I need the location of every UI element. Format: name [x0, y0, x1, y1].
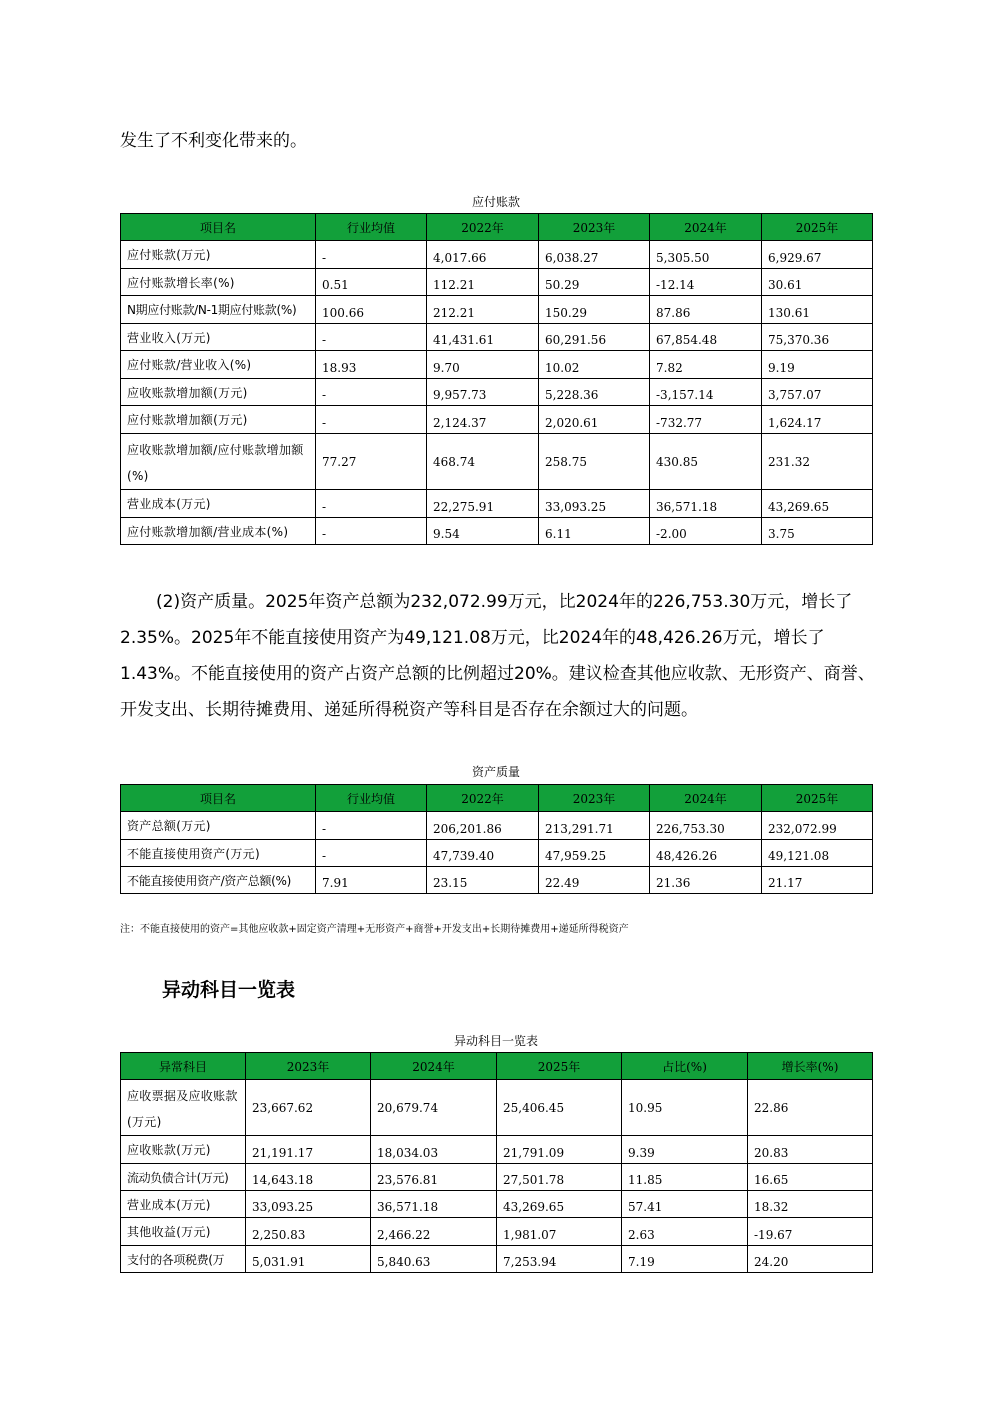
- table-row: [121, 1080, 873, 1136]
- row-label: 应收票据及应收账款(万元): [121, 1080, 246, 1136]
- table-header-row: [121, 214, 873, 241]
- table3-caption: 异动科目一览表: [453, 1034, 538, 1048]
- table-cell: 49,121.08: [762, 840, 873, 867]
- table-cell: 3.75: [762, 518, 873, 545]
- table-cell: 232,072.99: [762, 812, 873, 840]
- table-cell: 50.29: [539, 269, 650, 296]
- table-cell: 6,929.67: [762, 241, 873, 269]
- row-label: 应付账款/营业收入(%): [121, 351, 316, 379]
- column-header: 2024年: [371, 1053, 497, 1080]
- table-row: [121, 1191, 873, 1218]
- table-row: [121, 1246, 873, 1273]
- table-cell: 33,093.25: [539, 490, 650, 518]
- table-cell: -12.14: [650, 269, 762, 296]
- column-header: 异常科目: [121, 1053, 246, 1080]
- table-cell: 43,269.65: [497, 1191, 622, 1218]
- table-cell: 231.32: [762, 434, 873, 490]
- row-label: 其他收益(万元): [121, 1218, 246, 1246]
- table-cell: 7.91: [316, 867, 427, 894]
- row-label: 应付账款增加额/营业成本(%): [121, 518, 316, 545]
- table-cell: 11.85: [622, 1164, 748, 1191]
- asset-quality-table: [120, 784, 873, 894]
- table-cell: 21,191.17: [246, 1136, 371, 1164]
- table-cell: 18.93: [316, 351, 427, 379]
- table-cell: 9,957.73: [427, 379, 539, 406]
- table-row: [121, 518, 873, 545]
- table-note: 注：不能直接使用的资产=其他应收款+固定资产清理+无形资产+商誉+开发支出+长期待摊费用+递延所得税资产: [120, 924, 629, 935]
- table-row: [121, 406, 873, 434]
- table-cell: 2.63: [622, 1218, 748, 1246]
- section-heading: 异动科目一览表: [162, 979, 296, 1001]
- table-cell: 16.65: [748, 1164, 873, 1191]
- table-cell: 213,291.71: [539, 812, 650, 840]
- table-row: [121, 324, 873, 351]
- table-cell: 75,370.36: [762, 324, 873, 351]
- table-cell: 18,034.03: [371, 1136, 497, 1164]
- table2-caption: 资产质量: [471, 765, 520, 779]
- row-label: 营业收入(万元): [121, 324, 316, 351]
- table-cell: -: [316, 490, 427, 518]
- table-cell: -732.77: [650, 406, 762, 434]
- column-header: 2025年: [762, 785, 873, 812]
- abnormal-items-table: [120, 1052, 873, 1273]
- table-cell: 21.36: [650, 867, 762, 894]
- table-cell: 112.21: [427, 269, 539, 296]
- table-cell: 27,501.78: [497, 1164, 622, 1191]
- table-cell: 9.70: [427, 351, 539, 379]
- table-cell: -: [316, 324, 427, 351]
- table-row: [121, 490, 873, 518]
- table-cell: 3,757.07: [762, 379, 873, 406]
- table-cell: 1,981.07: [497, 1218, 622, 1246]
- asset-quality-paragraph: (2)资产质量。2025年资产总额为232,072.99万元，比2024年的226,753.30万元，增长了2.35%。2025年不能直接使用资产为49,121.08万元，比2024年的48,426.26万元，增长了1.43%。不能直接使用的资产占资产总额的比例超过20%。建议检查其他应收款、无形资产、商誉、开发支出、长期待摊费用、递延所得税资产等科目是否存在余额过大的问题。: [120, 592, 875, 720]
- column-header: 2022年: [427, 214, 539, 241]
- row-label: 不能直接使用资产(万元): [121, 840, 316, 867]
- table-cell: 57.41: [622, 1191, 748, 1218]
- table-cell: 67,854.48: [650, 324, 762, 351]
- table-cell: 47,739.40: [427, 840, 539, 867]
- table-cell: 100.66: [316, 296, 427, 324]
- table-cell: 258.75: [539, 434, 650, 490]
- table-cell: 24.20: [748, 1246, 873, 1273]
- column-header: 行业均值: [316, 785, 427, 812]
- table-cell: 22,275.91: [427, 490, 539, 518]
- table-cell: 36,571.18: [650, 490, 762, 518]
- table1-caption: 应付账款: [471, 195, 520, 209]
- table-row: [121, 269, 873, 296]
- table-cell: 5,031.91: [246, 1246, 371, 1273]
- table-cell: 21,791.09: [497, 1136, 622, 1164]
- table-cell: 22.86: [748, 1080, 873, 1136]
- table-cell: 43,269.65: [762, 490, 873, 518]
- table-cell: 9.54: [427, 518, 539, 545]
- row-label: 营业成本(万元): [121, 490, 316, 518]
- table-cell: 2,020.61: [539, 406, 650, 434]
- table-row: [121, 296, 873, 324]
- table-cell: -: [316, 241, 427, 269]
- table-cell: 36,571.18: [371, 1191, 497, 1218]
- table-cell: 48,426.26: [650, 840, 762, 867]
- table-cell: 10.95: [622, 1080, 748, 1136]
- row-label: 应付账款增加额(万元): [121, 406, 316, 434]
- table-row: [121, 434, 873, 490]
- row-label: 资产总额(万元): [121, 812, 316, 840]
- table-cell: 23.15: [427, 867, 539, 894]
- table-row: [121, 840, 873, 867]
- column-header: 2025年: [762, 214, 873, 241]
- table-row: [121, 867, 873, 894]
- table-cell: 4,017.66: [427, 241, 539, 269]
- table-cell: 206,201.86: [427, 812, 539, 840]
- table-cell: -3,157.14: [650, 379, 762, 406]
- table-row: [121, 379, 873, 406]
- table-cell: -: [316, 379, 427, 406]
- table-row: [121, 1164, 873, 1191]
- table-cell: 10.02: [539, 351, 650, 379]
- table-cell: 2,466.22: [371, 1218, 497, 1246]
- table-cell: 60,291.56: [539, 324, 650, 351]
- table-cell: 9.39: [622, 1136, 748, 1164]
- table-row: [121, 351, 873, 379]
- table-cell: -19.67: [748, 1218, 873, 1246]
- column-header: 行业均值: [316, 214, 427, 241]
- row-label: 应付账款(万元): [121, 241, 316, 269]
- row-label: 应收账款增加额(万元): [121, 379, 316, 406]
- row-label: 支付的各项税费(万: [121, 1246, 246, 1273]
- column-header: 2022年: [427, 785, 539, 812]
- table-cell: 7,253.94: [497, 1246, 622, 1273]
- table-cell: -: [316, 840, 427, 867]
- table-cell: 212.21: [427, 296, 539, 324]
- table-cell: 14,643.18: [246, 1164, 371, 1191]
- column-header: 项目名: [121, 785, 316, 812]
- row-label: 应付账款增长率(%): [121, 269, 316, 296]
- table-cell: 150.29: [539, 296, 650, 324]
- table-row: [121, 241, 873, 269]
- table-cell: 20.83: [748, 1136, 873, 1164]
- column-header: 2025年: [497, 1053, 622, 1080]
- column-header: 占比(%): [622, 1053, 748, 1080]
- table-cell: 468.74: [427, 434, 539, 490]
- column-header: 2024年: [650, 214, 762, 241]
- table-row: [121, 1136, 873, 1164]
- table-cell: 7.82: [650, 351, 762, 379]
- column-header: 项目名: [121, 214, 316, 241]
- column-header: 2024年: [650, 785, 762, 812]
- table-cell: 30.61: [762, 269, 873, 296]
- table-cell: 41,431.61: [427, 324, 539, 351]
- table-header-row: [121, 785, 873, 812]
- table-cell: 1,624.17: [762, 406, 873, 434]
- table-cell: 0.51: [316, 269, 427, 296]
- table-cell: 9.19: [762, 351, 873, 379]
- row-label: 流动负债合计(万元): [121, 1164, 246, 1191]
- table-cell: 87.86: [650, 296, 762, 324]
- table-cell: 20,679.74: [371, 1080, 497, 1136]
- table-cell: -2.00: [650, 518, 762, 545]
- column-header: 2023年: [539, 214, 650, 241]
- column-header: 2023年: [539, 785, 650, 812]
- table-cell: 33,093.25: [246, 1191, 371, 1218]
- intro-paragraph: 发生了不利变化带来的。: [120, 131, 307, 151]
- row-label: 营业成本(万元): [121, 1191, 246, 1218]
- table-cell: 430.85: [650, 434, 762, 490]
- table-cell: 22.49: [539, 867, 650, 894]
- table-cell: -: [316, 406, 427, 434]
- row-label: N期应付账款/N-1期应付账款(%): [121, 296, 316, 324]
- row-label: 应收账款(万元): [121, 1136, 246, 1164]
- table-cell: 18.32: [748, 1191, 873, 1218]
- table-cell: -: [316, 812, 427, 840]
- table-cell: -: [316, 518, 427, 545]
- row-label: 应收账款增加额/应付账款增加额(%): [121, 434, 316, 490]
- table-row: [121, 812, 873, 840]
- table-cell: 23,576.81: [371, 1164, 497, 1191]
- table-cell: 6,038.27: [539, 241, 650, 269]
- row-label: 不能直接使用资产/资产总额(%): [121, 867, 316, 894]
- table-cell: 47,959.25: [539, 840, 650, 867]
- table-cell: 5,840.63: [371, 1246, 497, 1273]
- table-row: [121, 1218, 873, 1246]
- table-cell: 130.61: [762, 296, 873, 324]
- table-cell: 2,250.83: [246, 1218, 371, 1246]
- table-cell: 5,228.36: [539, 379, 650, 406]
- table-cell: 23,667.62: [246, 1080, 371, 1136]
- table-cell: 2,124.37: [427, 406, 539, 434]
- payables-table: [120, 213, 873, 545]
- table-cell: 77.27: [316, 434, 427, 490]
- table-cell: 226,753.30: [650, 812, 762, 840]
- table-cell: 6.11: [539, 518, 650, 545]
- table-cell: 7.19: [622, 1246, 748, 1273]
- table-header-row: [121, 1053, 873, 1080]
- column-header: 增长率(%): [748, 1053, 873, 1080]
- table-cell: 5,305.50: [650, 241, 762, 269]
- column-header: 2023年: [246, 1053, 371, 1080]
- table-cell: 21.17: [762, 867, 873, 894]
- table-cell: 25,406.45: [497, 1080, 622, 1136]
